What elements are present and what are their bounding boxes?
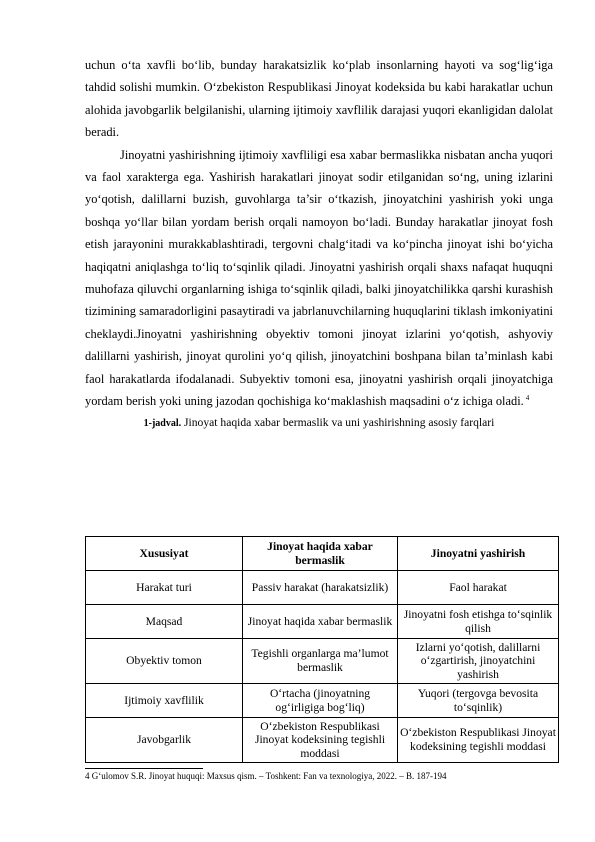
table-cell: Tegishli organlarga ma’lumot bermaslik [243,639,398,684]
footnote-reference: 4 [525,393,530,402]
footnote [85,771,555,782]
table-row [86,684,559,718]
table-cell: Izlarni yo‘qotish, dalillarni o‘zgartirish, jinoyatchini yashirish [398,639,559,684]
footnote-text: G‘ulomov S.R. Jinoyat huquqi: Maxsus qism. – Toshkent: Fan va texnologiya, 2022. – B. 187-194 [89,771,447,781]
table-cell: Harakat turi [86,571,243,605]
table-cell: O‘zbekiston Respublikasi Jinoyat kodeksining tegishli moddasi [243,718,398,763]
paragraph-2 [85,144,553,413]
footnote-number: 4 [85,771,90,781]
document-body [85,54,553,435]
table-caption-text: Jinoyat haqida xabar bermaslik va uni yashirishning asosiy farqlari [181,415,495,429]
table-cell: O‘rtacha (jinoyatning og‘irligiga bog‘liq) [243,684,398,718]
table-row [86,571,559,605]
table-cell: Javobgarlik [86,718,243,763]
header-cell-feature: Xususiyat [86,537,243,571]
table-cell: Ijtimoiy xavflilik [86,684,243,718]
table-cell: O‘zbekiston Respublikasi Jinoyat kodeksining tegishli moddasi [398,718,559,763]
header-cell-concealment: Jinoyatni yashirish [398,537,559,571]
table-cell: Faol harakat [398,571,559,605]
paragraph-2-text: Jinoyatni yashirishning ijtimoiy xavfliligi esa xabar bermaslikka nisbatan ancha yuqori va faol xarakterga ega. Yashirish harakatlari jinoyat sodir etilganidan so‘ng, uning izlarini yo‘qotish, dalillarni buzish, guvohlarga ta’sir o‘tkazish, jinoyatchini yashirish yoki unga boshqa yo‘llar bilan yordam berish orqali namoyon bo‘ladi. Bunday harakatlar jinoyat fosh etish jarayonini murakkablashtiradi, tergovni chalg‘itadi va ko‘pincha jinoyat ishi bo‘yicha haqiqatni aniqlashga to‘liq to‘sqinlik qiladi. Jinoyatni yashirish orqali shaxs nafaqat huquqni muhofaza qiluvchi organlarning ishiga to‘sqinlik qiladi, balki jinoyatchilikka qarshi kurashish tizimining samaradorligini pasaytiradi va jabrlanuvchilarning huquqlarini tiklash imkoniyatini cheklaydi.Jinoyatni yashirishning obyektiv tomoni jinoyat izlarini yo‘qotish, ashyoviy dalillarni yashirish, jinoyat qurolini yo‘q qilish, jinoyatchini boshpana bilan ta’minlash kabi faol harakatlarda ifodalanadi. Subyektiv tomoni esa, jinoyatni yashirish orqali jinoyatchiga yordam berish yoki uning jazodan qochishiga ko‘maklashish maqsadini o‘z ichiga oladi. [85,147,553,409]
footnote-divider [85,768,203,769]
table-cell: Jinoyat haqida xabar bermaslik [243,605,398,639]
table-row [86,639,559,684]
table-caption [85,415,553,432]
table-cell: Obyektiv tomon [86,639,243,684]
table-cell: Yuqori (tergovga bevosita to‘sqinlik) [398,684,559,718]
table-cell: Passiv harakat (harakatsizlik) [243,571,398,605]
table-caption-label: 1-jadval. [143,417,182,429]
paragraph-1: uchun o‘ta xavfli bo‘lib, bunday harakatsizlik ko‘plab insonlarning hayoti va sog‘lig‘iga tahdid solishi mumkin. O‘zbekiston Respublikasi Jinoyat kodeksida bu kabi harakatlar uchun alohida javobgarlik belgilanishi, ularning ijtimoiy xavflilik darajasi yuqori ekanligidan dalolat beradi. [85,58,553,140]
header-cell-non-reporting: Jinoyat haqida xabar bermaslik [243,537,398,571]
comparison-table [85,536,559,763]
table-cell: Jinoyatni fosh etishga to‘sqinlik qilish [398,605,559,639]
table-row [86,605,559,639]
table-row [86,718,559,763]
table-header-row [86,537,559,571]
table-cell: Maqsad [86,605,243,639]
